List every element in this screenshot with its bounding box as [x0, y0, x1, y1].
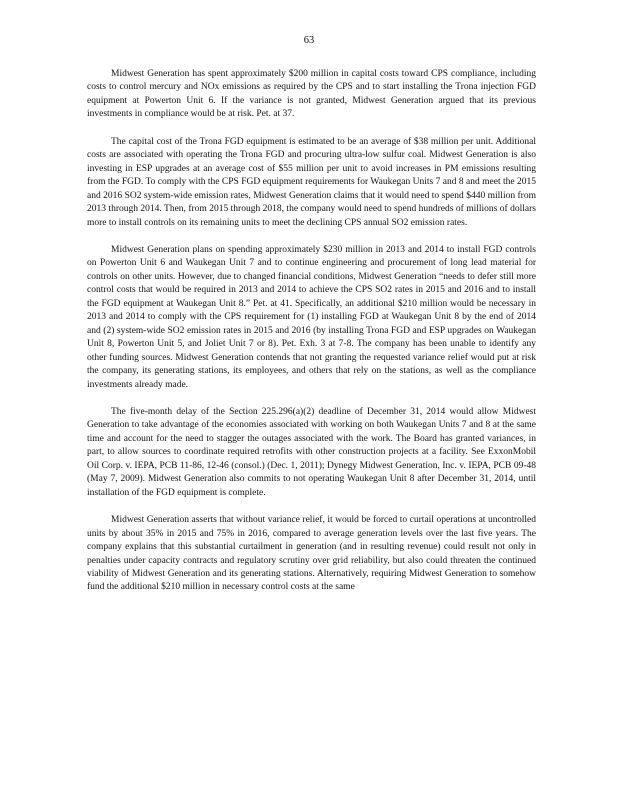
paragraph-capital-costs: Midwest Generation has spent approximately $200 million in capital costs toward CPS compliance, including costs to control mercury and NOx emissions as required by the CPS and to start installing the Trona injection FGD equipment at Powerton Unit 6. If the variance is not granted, Midwest Generation argued that its previous investments in compliance would be at risk. Pet. at 37. [87, 69, 536, 120]
paragraph-trona-fgd-cost: The capital cost of the Trona FGD equipment is estimated to be an average of $38 million per unit. Additional costs are associated with operating the Trona FGD and procuring ultra-low sulfur coal. Midwest Generation is also investing in ESP upgrades at an average cost of $55 million per unit to avoid increases in PM emissions resulting from the FGD. To comply with the CPS FGD equipment requirements for Waukegan Units 7 and 8 and meet the 2015 and 2016 SO2 system-wide emission rates, Midwest Generation claims that it would need to spend $440 million from 2013 through 2014. Then, from 2015 through 2018, the company would need to spend hundreds of millions of dollars more to install controls on its remaining units to meet the declining CPS annual SO2 emission rates. [87, 136, 536, 228]
paragraph-five-month-delay: The five-month delay of the Section 225.296(a)(2) deadline of December 31, 2014 would allow Midwest Generation to take advantage of the economies associated with working on both Waukegan Units 7 and 8 at the same time and account for the need to stagger the outages associated with the work. The Board has granted variances, in part, to allow sources to coordinate required retrofits with other construction projects at a facility. See ExxonMobil Oil Corp. v. IEPA, PCB 11-86, 12-46 (consol.) (Dec. 1, 2011); Dynegy Midwest Generation, Inc. v. IEPA, PCB 09-48 (May 7, 2009). Midwest Generation also commits to not operating Waukegan Unit 8 after December 31, 2014, until installation of the FGD equipment is complete. [87, 406, 536, 498]
paragraph-spending-plans: Midwest Generation plans on spending approximately $230 million in 2013 and 2014 to install FGD controls on Powerton Unit 6 and Waukegan Unit 7 and to continue engineering and procurement of long lead material for controls on other units. However, due to changed financial conditions, Midwest Generation “needs to defer still more control costs that would be required in 2013 and 2014 to achieve the CPS SO2 rates in 2015 and 2016 and to install the FGD equipment at Waukegan Unit 8.” Pet. at 41. Specifically, an additional $210 million would be necessary in 2013 and 2014 to comply with the CPS requirement for (1) installing FGD at Waukegan Unit 8 by the end of 2014 and (2) system-wide SO2 emission rates in 2015 and 2016 (by installing Trona FGD and ESP upgrades on Waukegan Unit 8, Powerton Unit 5, and Joliet Unit 7 or 8). Pet. Exh. 3 at 7-8. The company has been unable to identify any other funding sources. Midwest Generation contends that not granting the requested variance relief would put at risk the company, its generating stations, its employees, and others that rely on the stations, as well as the compliance investments already made. [87, 244, 536, 390]
paragraph-curtail-operations: Midwest Generation asserts that without variance relief, it would be forced to curtail operations at uncontrolled units by about 35% in 2015 and 75% in 2016, compared to average generation levels over the last five years. The company explains that this substantial curtailment in generation (and in resulting revenue) could result not only in penalties under capacity contracts and regulatory scrutiny over grid reliability, but also could threaten the continued viability of Midwest Generation and its generating stations. Alternatively, requiring Midwest Generation to somehow fund the additional $210 million in necessary control costs at the same [87, 515, 536, 593]
body-text [87, 68, 536, 595]
page-number: 63 [303, 35, 315, 46]
